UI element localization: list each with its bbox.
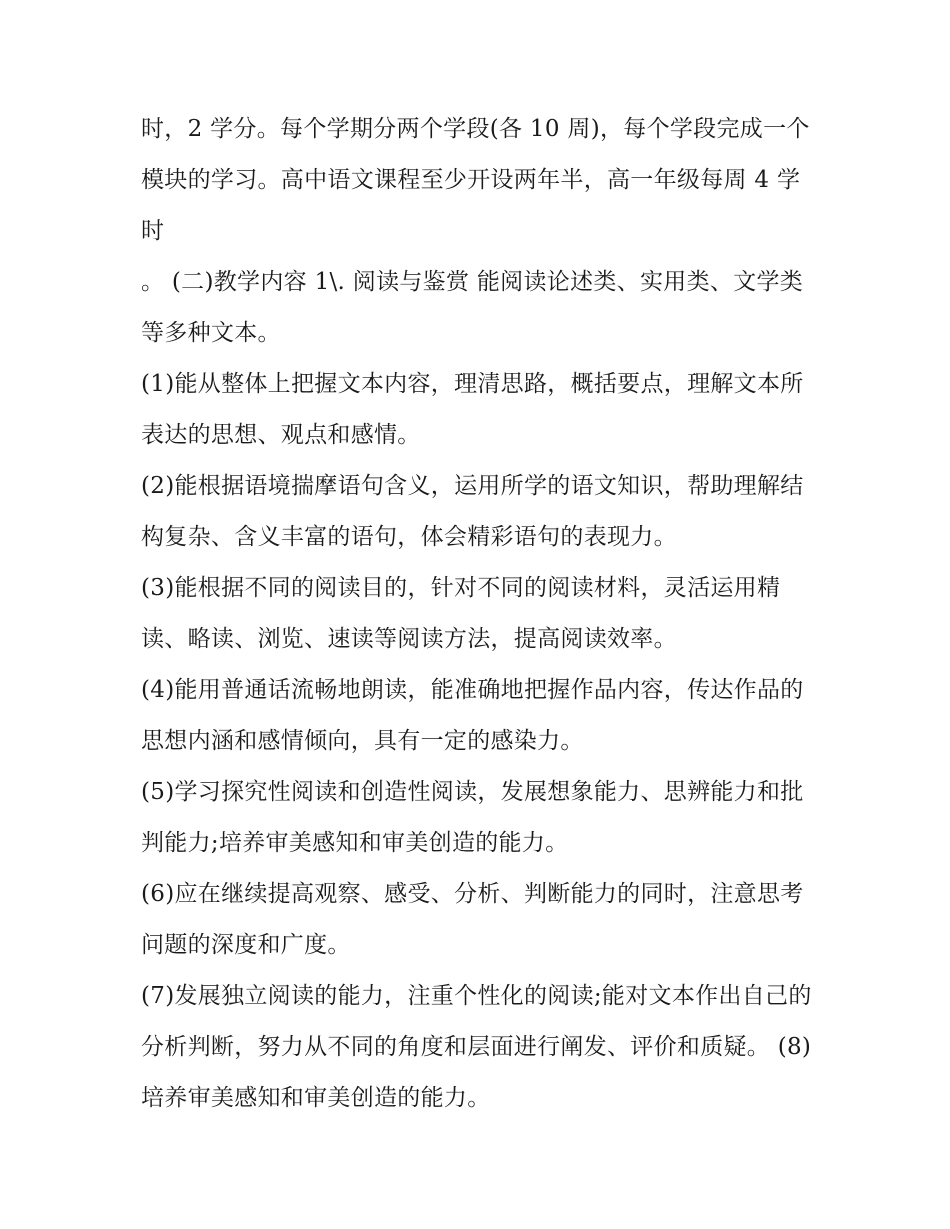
paragraph-item-4: (4)能用普通话流畅地朗读，能准确地把握作品内容，传达作品的思想内涵和感情倾向，具有一定的感染力。 <box>141 677 804 754</box>
paragraph-class-hours: 时，2 学分。每个学期分两个学段(各 10 周)，每个学段完成一个模块的学习。高中语文课程至少开设两年半，高一年级每周 4 学时 <box>141 116 810 244</box>
paragraph-item-7-8: (7)发展独立阅读的能力，注重个性化的阅读;能对文本作出自己的分析判断，努力从不同的角度和层面进行阐发、评价和质疑。 (8)培养审美感知和审美创造的能力。 <box>141 983 812 1111</box>
paragraph-item-6: (6)应在继续提高观察、感受、分析、判断能力的同时，注意思考问题的深度和广度。 <box>141 881 804 958</box>
paragraph-teaching-content: 。 (二)教学内容 1\. 阅读与鉴赏 能阅读论述类、实用类、文学类等多种文本。 <box>141 269 804 346</box>
paragraph-item-3: (3)能根据不同的阅读目的，针对不同的阅读材料，灵活运用精读、略读、浏览、速读等阅读方法，提高阅读效率。 <box>141 575 781 652</box>
paragraph-item-1: (1)能从整体上把握文本内容，理清思路，概括要点，理解文本所表达的思想、观点和感情。 <box>141 371 804 448</box>
paragraph-item-5: (5)学习探究性阅读和创造性阅读，发展想象能力、思辨能力和批判能力;培养审美感知和审美创造的能力。 <box>141 779 804 856</box>
document-body <box>141 104 821 1124</box>
paragraph-item-2: (2)能根据语境揣摩语句含义，运用所学的语文知识，帮助理解结构复杂、含义丰富的语句，体会精彩语句的表现力。 <box>141 473 804 550</box>
